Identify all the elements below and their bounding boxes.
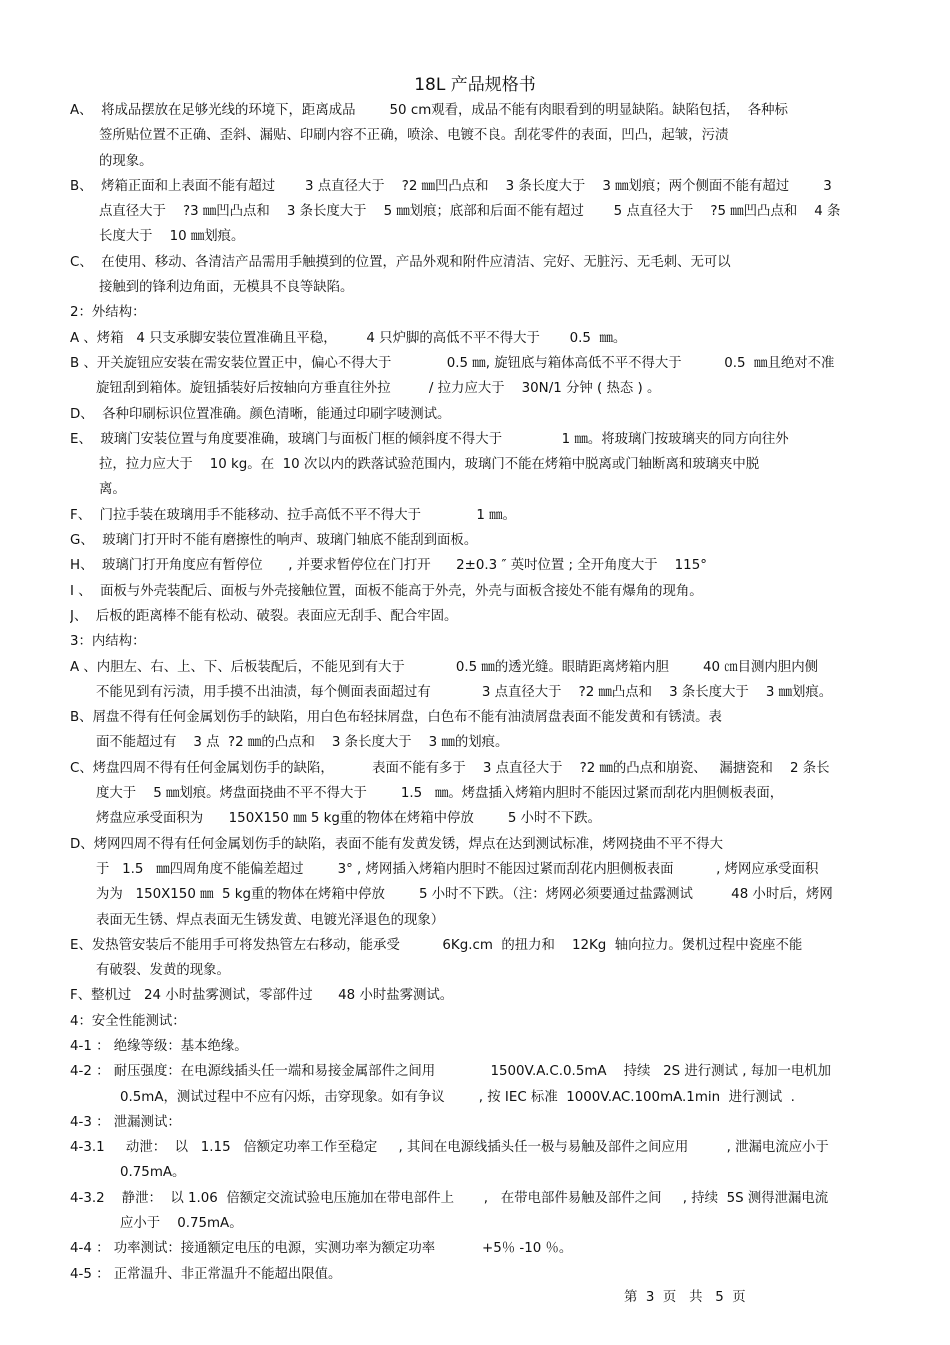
section-heading: 2：外结构：	[70, 305, 146, 321]
spec-line: B、屑盘不得有任何金属划伤手的缺陷，用白色布轻抹屑盘，白色布不能有油渍屑盘表面不能发黄和有锈渍。表	[70, 710, 722, 726]
spec-line: A 、内胆左、右、上、下、后板装配后，不能见到有大于 0.5 ㎜的透光缝。眼睛距离烤箱内胆 40 ㎝目测内胆内侧	[70, 659, 818, 675]
spec-line: E、 玻璃门安装位置与角度要准确，玻璃门与面板门框的倾斜度不得大于 1 ㎜。将玻璃门按玻璃夹的同方向往外	[70, 431, 789, 447]
spec-line: A、 将成品摆放在足够光线的环境下，距离成品 50 cm观看，成品不能有肉眼看到的明显缺陷。缺陷包括， 各种标	[70, 103, 788, 118]
spec-line: 旋钮刮到箱体。旋钮插装好后按轴向方垂直往外拉 / 拉力应大于 30N/1 分钟 ( 热态 ) 。	[96, 381, 661, 397]
spec-line: 点直径大于 ?3 ㎜凹凸点和 3 条长度大于 5 ㎜划痕；底部和后面不能有超过 5 点直径大于 ?5 ㎜凹凸点和 4 条	[99, 204, 841, 220]
spec-line: 离。	[99, 482, 126, 498]
spec-line: 有破裂、发黄的现象。	[96, 963, 230, 979]
spec-line: D、烤网四周不得有任何金属划伤手的缺陷，表面不能有发黄发锈，焊点在达到测试标准，烤网挠曲不平不得大	[70, 836, 724, 852]
spec-line: F、 门拉手装在玻璃用手不能移动、拉手高低不平不得大于 1 ㎜。	[70, 507, 516, 523]
spec-line: 为为 150X150 ㎜ 5 kg重的物体在烤箱中停放 5 小时不下跌。（注：烤网必须要通过盐露测试 48 小时后，烤网	[96, 887, 833, 903]
spec-line: A 、烤箱 4 只支承脚安装位置准确且平稳， 4 只炉脚的高低不平不得大于 0.5 ㎜。	[70, 330, 627, 346]
spec-line: F、整机过 24 小时盐雾测试，零部件过 48 小时盐雾测试。	[70, 988, 454, 1004]
page-title: 18L 产品规格书	[414, 75, 536, 95]
spec-line: 于 1.5 ㎜四周角度不能偏差超过 3° , 烤网插入烤箱内胆时不能因过紧而刮花内胆侧板表面 , 烤网应承受面积	[96, 861, 819, 877]
section-heading: 3：内结构：	[70, 634, 146, 650]
spec-line: 应小于 0.75mA。	[120, 1216, 243, 1232]
section-heading: 4：安全性能测试：	[70, 1013, 186, 1029]
spec-line: 接触到的锋利边角面，无模具不良等缺陷。	[99, 280, 354, 296]
spec-line: 签所贴位置不正确、歪斜、漏贴、印刷内容不正确，喷涂、电镀不良。刮花零件的表面，凹凸，起皱，污渍	[99, 128, 729, 144]
spec-line: 4-3.1 动泄： 以 1.15 倍额定功率工作至稳定 , 其间在电源线插头任一极与易触及部件之间应用 , 泄漏电流应小于	[70, 1140, 829, 1156]
spec-line: J、 后板的距离棒不能有松动、破裂。表面应无刮手、配合牢固。	[70, 608, 458, 624]
spec-line: E、发热管安装后不能用手可将发热管左右移动，能承受 6Kg.cm 的扭力和 12Kg 轴向拉力。煲机过程中瓷座不能	[70, 937, 803, 953]
spec-line: B 、开关旋钮应安装在需安装位置正中，偏心不得大于 0.5 ㎜, 旋钮底与箱体高低不平不得大于 0.5 ㎜且绝对不准	[70, 355, 835, 371]
spec-line: 4-5 ： 正常温升、非正常温升不能超出限值。	[70, 1266, 342, 1282]
spec-line: H、 玻璃门打开角度应有暂停位 , 并要求暂停位在门打开 2±0.3 ″ 英吋位置 ; 全开角度大于 115°	[70, 558, 707, 574]
spec-line: 的现象。	[99, 153, 153, 169]
spec-body	[70, 98, 900, 1287]
spec-line: 0.5mA，测试过程中不应有闪烁，击穿现象。如有争议 , 按 IEC 标准 1000V.AC.100mA.1min 进行测试 .	[120, 1089, 795, 1105]
spec-line: I 、 面板与外壳装配后、面板与外壳接触位置，面板不能高于外壳，外壳与面板含接处不能有爆角的现角。	[70, 583, 703, 599]
spec-line: 4-2 ： 耐压强度：在电源线插头任一端和易接金属部件之间用 1500V.A.C.0.5mA 持续 2S 进行测试 , 每加一电机加	[70, 1064, 832, 1080]
spec-line: 拉，拉力应大于 10 kg。在 10 次以内的跌落试验范围内，玻璃门不能在烤箱中脱离或门轴断离和玻璃夹中脱	[99, 457, 760, 473]
spec-line: 面不能超过有 3 点 ?2 ㎜的凸点和 3 条长度大于 3 ㎜的划痕。	[96, 735, 509, 751]
spec-line: 烤盘应承受面积为 150X150 ㎜ 5 kg重的物体在烤箱中停放 5 小时不下跌。	[96, 811, 601, 827]
spec-line: 长度大于 10 ㎜划痕。	[99, 229, 245, 245]
spec-line: C、 在使用、移动、各清洁产品需用手触摸到的位置，产品外观和附件应清洁、完好、无脏污、无毛刺、无可以	[70, 254, 731, 270]
page-number: 第 3 页 共 5 页	[624, 1290, 746, 1305]
spec-line: C、烤盘四周不得有任何金属划伤手的缺陷， 表面不能有多于 3 点直径大于 ?2 ㎜的凸点和崩瓷、 漏搪瓷和 2 条长	[70, 760, 830, 776]
spec-line: G、 玻璃门打开时不能有磨擦性的响声、玻璃门轴底不能刮到面板。	[70, 533, 478, 549]
spec-line: 4-1 ： 绝缘等级：基本绝缘。	[70, 1038, 248, 1054]
spec-line: D、 各种印刷标识位置准确。颜色清晰，能通过印刷字唛测试。	[70, 406, 451, 422]
spec-line: 0.75mA。	[120, 1165, 186, 1181]
spec-line: 4-4 ： 功率测试：接通额定电压的电源，实测功率为额定功率 +5％ -10 ％。	[70, 1241, 573, 1257]
spec-line: 4-3.2 静泄： 以 1.06 倍额定交流试验电压施加在带电部件上 , 在带电部件易触及部件之间 , 持续 5S 测得泄漏电流	[70, 1190, 829, 1206]
spec-line: 度大于 5 ㎜划痕。烤盘面挠曲不平不得大于 1.5 ㎜。烤盘插入烤箱内胆时不能因过紧而刮花内胆侧板表面，	[96, 786, 784, 802]
spec-line: 表面无生锈、焊点表面无生锈发黄、电镀光泽退色的现象）	[96, 912, 445, 928]
spec-line: 4-3 ： 泄漏测试：	[70, 1114, 181, 1130]
spec-line: B、 烤箱正面和上表面不能有超过 3 点直径大于 ?2 ㎜凹凸点和 3 条长度大于 3 ㎜划痕；两个侧面不能有超过 3	[70, 178, 832, 194]
spec-line: 不能见到有污渍，用手摸不出油渍，每个侧面表面超过有 3 点直径大于 ?2 ㎜凸点和 3 条长度大于 3 ㎜划痕。	[96, 684, 833, 700]
